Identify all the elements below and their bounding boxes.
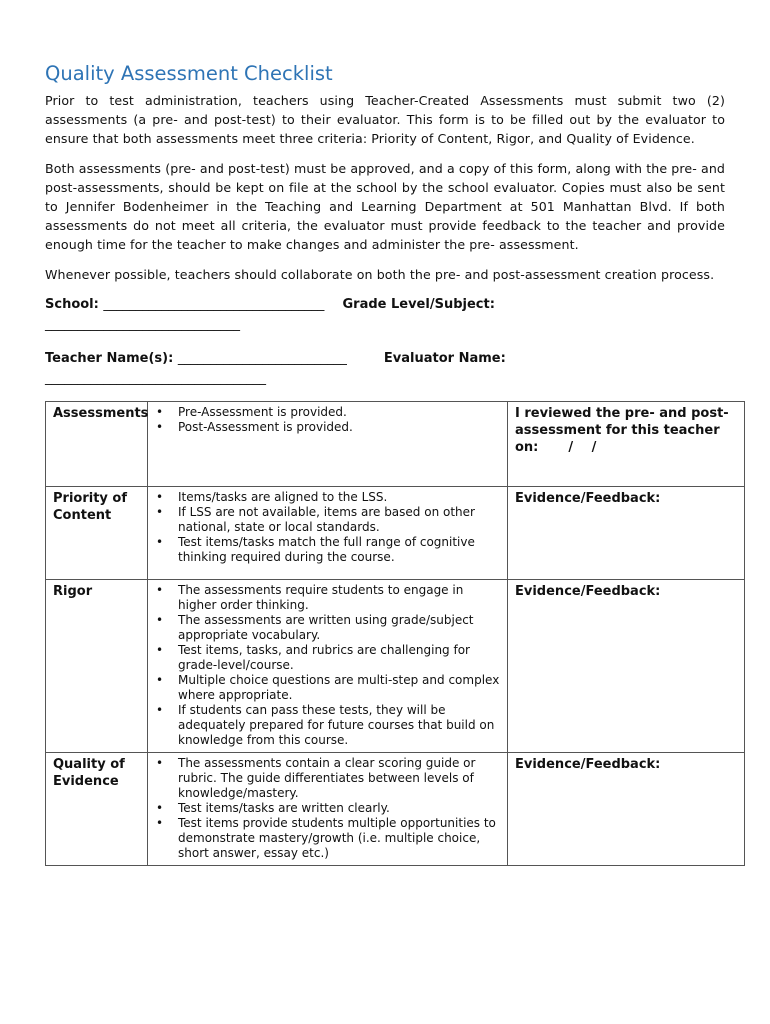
school-label: School: — [45, 297, 99, 312]
list-item: • Pre-Assessment is provided. — [178, 405, 501, 420]
evaluator-label: Evaluator Name: — [383, 351, 506, 366]
evidence-feedback-cell[interactable]: Evidence/Feedback: — [508, 487, 745, 580]
criteria-list — [148, 402, 508, 487]
list-item: • Test items/tasks are written clearly. — [178, 801, 501, 816]
row-label: Quality of Evidence — [46, 753, 148, 866]
approval-paragraph: Both assessments (pre- and post-test) must be approved, and a copy of this form, along with the pre- and post-assessments, should be kept on file at the school by the school evaluator. Copies must also be sent to Jennifer Bodenheimer in the Teaching and Learning Department at 501 Manhattan Blvd. If both assessments do not meet all criteria, the evaluator must provide feedback to the teacher and provide enough time for the teacher to make changes and administer the pre- assessment. — [45, 161, 725, 252]
list-item: • The assessments require students to engage in higher order thinking. — [178, 583, 501, 613]
review-cell[interactable] — [508, 402, 745, 487]
review-on-label: on: — [515, 440, 539, 455]
review-statement: I reviewed the pre- and post- assessment for this teacher — [515, 406, 729, 438]
school-blank[interactable]: __________________________________ — [103, 297, 325, 312]
grade-label: Grade Level/Subject: — [342, 297, 495, 312]
intro-paragraph: Prior to test administration, teachers using Teacher-Created Assessments must submit two (2) assessments (a pre- and post-test) to their evaluator. This form is to be filled out by the evaluator to ensure that both assessments meet three criteria: Priority of Content, Rigor, and Quality of Evidence. — [45, 93, 725, 146]
list-item: • Post-Assessment is provided. — [178, 420, 501, 435]
evaluator-blank[interactable]: __________________________________ — [45, 371, 266, 386]
evidence-feedback-cell[interactable]: Evidence/Feedback: — [508, 580, 745, 753]
page-title: Quality Assessment Checklist — [45, 62, 333, 85]
teacher-blank[interactable]: __________________________ — [177, 351, 347, 366]
row-label: Rigor — [46, 580, 148, 753]
checklist-table — [45, 401, 745, 866]
evidence-feedback-cell[interactable]: Evidence/Feedback: — [508, 753, 745, 866]
criteria-list — [148, 753, 508, 866]
list-item: • If LSS are not available, items are based on other national, state or local standards. — [178, 505, 501, 535]
teacher-evaluator-fields — [45, 349, 725, 389]
review-date: / / — [568, 440, 597, 455]
table-row — [46, 402, 745, 487]
list-item: • Test items/tasks match the full range of cognitive thinking required during the course. — [178, 535, 501, 565]
teacher-label: Teacher Name(s): — [45, 351, 174, 366]
grade-blank[interactable]: ______________________________ — [45, 317, 240, 332]
criteria-list — [148, 580, 508, 753]
list-item: • Test items provide students multiple opportunities to demonstrate mastery/growth (i.e. multiple choice, short answer, essay etc.) — [178, 816, 501, 861]
document-page — [45, 62, 729, 866]
list-item: • Test items, tasks, and rubrics are challenging for grade-level/course. — [178, 643, 501, 673]
criteria-list — [148, 487, 508, 580]
school-grade-fields — [45, 295, 725, 335]
list-item: • Items/tasks are aligned to the LSS. — [178, 490, 501, 505]
list-item: • If students can pass these tests, they will be adequately prepared for future courses that build on knowledge from this course. — [178, 703, 501, 748]
table-row — [46, 487, 745, 580]
row-label: Assessments — [46, 402, 148, 487]
table-row — [46, 753, 745, 866]
row-label: Priority of Content — [46, 487, 148, 580]
list-item: • The assessments contain a clear scoring guide or rubric. The guide differentiates between levels of knowledge/mastery. — [178, 756, 501, 801]
collaboration-paragraph: Whenever possible, teachers should collaborate on both the pre- and post-assessment creation process. — [45, 267, 715, 282]
list-item: • Multiple choice questions are multi-step and complex where appropriate. — [178, 673, 501, 703]
list-item: • The assessments are written using grade/subject appropriate vocabulary. — [178, 613, 501, 643]
table-row — [46, 580, 745, 753]
